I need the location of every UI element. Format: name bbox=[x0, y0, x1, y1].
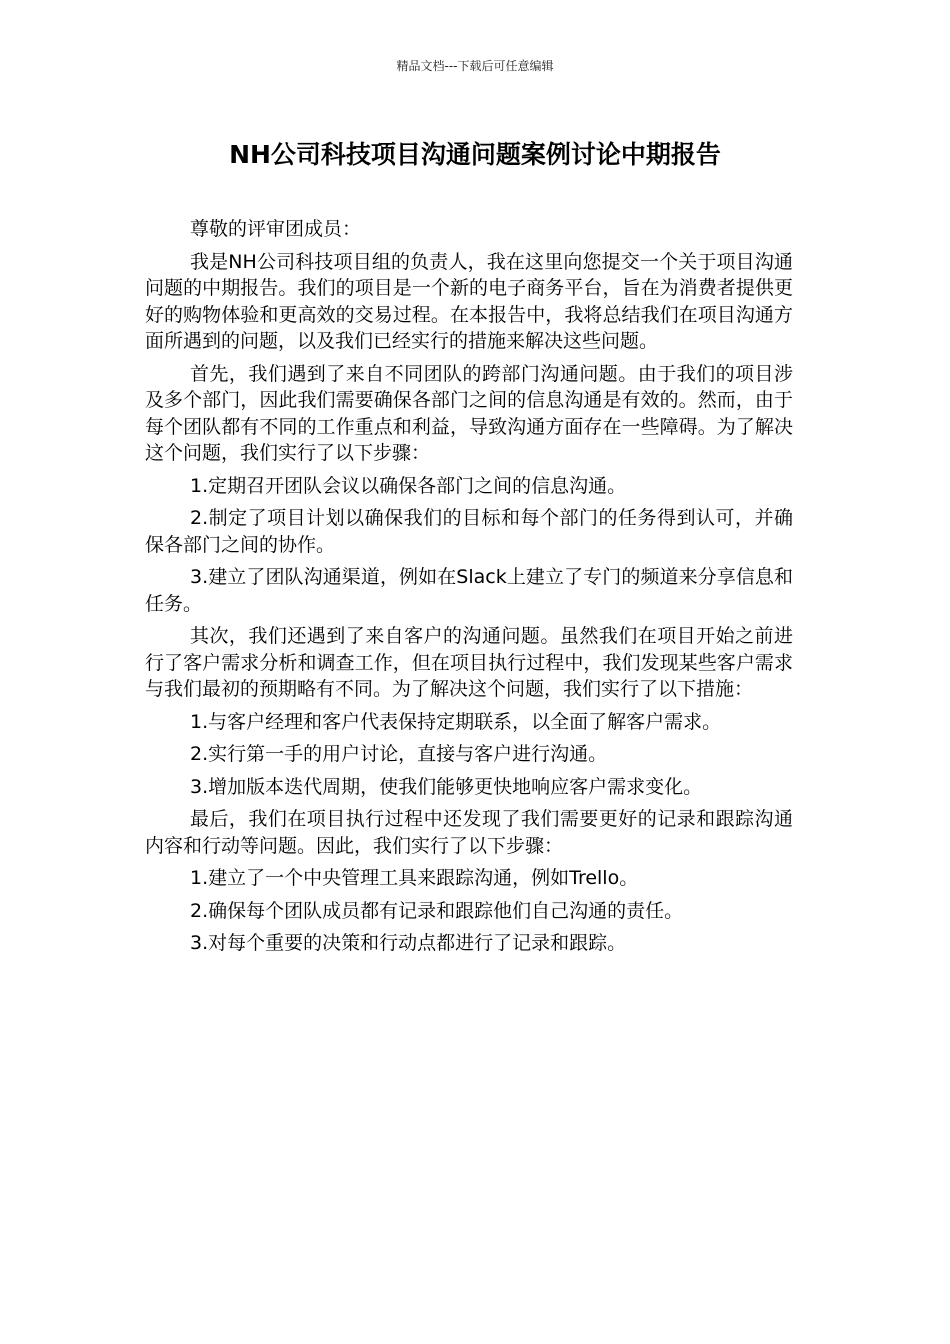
intro-paragraph: 我是NH公司科技项目组的负责人，我在这里向您提交一个关于项目沟通问题的中期报告。我们的项目是一个新的电子商务平台，旨在为消费者提供更好的购物体验和更高效的交易过程。在本报告中，我将总结我们在项目沟通方面所遇到的问题，以及我们已经实行的措施来解决这些问题。 bbox=[145, 250, 793, 352]
tracking-paragraph: 最后，我们在项目执行过程中还发现了我们需要更好的记录和跟踪沟通内容和行动等问题。因此，我们实行了以下步骤： bbox=[145, 808, 793, 857]
list-item: 1.与客户经理和客户代表保持定期联系，以全面了解客户需求。 bbox=[190, 710, 722, 733]
list-item: 2.确保每个团队成员都有记录和跟踪他们自己沟通的责任。 bbox=[190, 899, 684, 922]
list-item: 3.对每个重要的决策和行动点都进行了记录和跟踪。 bbox=[190, 932, 627, 954]
page-header: 精品文档---下载后可任意编辑 bbox=[396, 59, 554, 73]
list-item: 1.定期召开团队会议以确保各部门之间的信息沟通。 bbox=[190, 474, 627, 497]
client-communication-paragraph: 其次，我们还遇到了来自客户的沟通问题。虽然我们在项目开始之前进行了客户需求分析和调查工作，但在项目执行过程中，我们发现某些客户需求与我们最初的预期略有不同。为了解决这个问题，我们实行了以下措施： bbox=[145, 625, 793, 700]
cross-department-paragraph: 首先，我们遇到了来自不同团队的跨部门沟通问题。由于我们的项目涉及多个部门，因此我们需要确保各部门之间的信息沟通是有效的。然而，由于每个团队都有不同的工作重点和利益，导致沟通方面存在一些障碍。为了解决这个问题，我们实行了以下步骤： bbox=[145, 362, 793, 464]
list-item: 3.增加版本迭代周期，使我们能够更快地响应客户需求变化。 bbox=[190, 775, 703, 798]
document-body bbox=[145, 216, 793, 963]
list-item: 3.建立了团队沟通渠道，例如在Slack上建立了专门的频道来分享信息和任务。 bbox=[145, 566, 793, 615]
list-item: 2.制定了项目计划以确保我们的目标和每个部门的任务得到认可，并确保各部门之间的协作。 bbox=[145, 507, 793, 556]
list-item: 2.实行第一手的用户讨论，直接与客户进行沟通。 bbox=[190, 743, 608, 765]
list-item: 1.建立了一个中央管理工具来跟踪沟通，例如Trello。 bbox=[190, 867, 639, 889]
salutation: 尊敬的评审团成员： bbox=[190, 218, 362, 240]
document-title: NH公司科技项目沟通问题案例讨论中期报告 bbox=[229, 140, 721, 169]
